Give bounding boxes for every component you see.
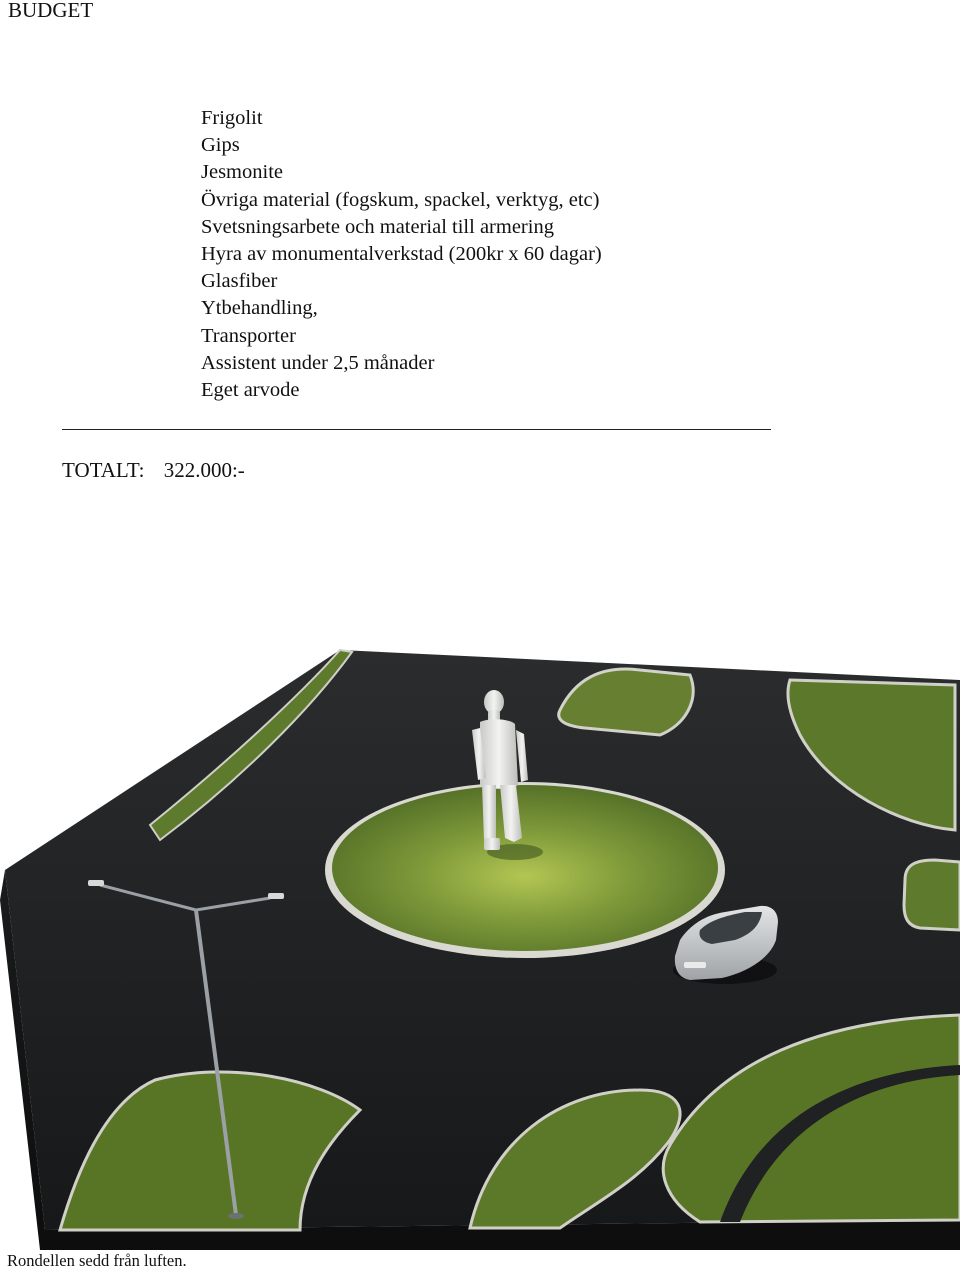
budget-list — [0, 105, 780, 404]
grass-island — [904, 860, 960, 930]
budget-description: Övriga material (fogskum, spackel, verktyg, etc) — [201, 188, 600, 211]
budget-description: Hyra av monumentalverkstad (200kr x 60 dagar) — [201, 242, 602, 265]
photo-caption: Rondellen sedd från luften. — [7, 1251, 187, 1270]
budget-description: Transporter — [201, 324, 296, 347]
budget-row — [0, 132, 780, 159]
budget-description: Jesmonite — [201, 161, 283, 184]
budget-description: Ytbehandling, — [201, 297, 318, 320]
page-title: BUDGET — [8, 0, 94, 22]
budget-row — [0, 268, 780, 295]
budget-description: Svetsningsarbete och material till armering — [201, 215, 554, 238]
budget-row — [0, 159, 780, 186]
budget-row — [0, 295, 780, 322]
total-line — [62, 456, 245, 484]
total-divider — [62, 429, 771, 430]
budget-description: Frigolit — [201, 107, 263, 129]
budget-description: Glasfiber — [201, 270, 278, 293]
budget-row — [0, 187, 780, 214]
budget-description: Assistent under 2,5 månader — [201, 351, 435, 374]
budget-row — [0, 350, 780, 377]
total-value: 322.000:- — [163, 458, 245, 482]
budget-row — [0, 105, 780, 132]
budget-row — [0, 323, 780, 350]
budget-row — [0, 214, 780, 241]
central-island — [332, 785, 718, 951]
budget-description: Eget arvode — [201, 378, 300, 401]
budget-row — [0, 377, 780, 404]
total-label: TOTALT: — [62, 458, 145, 482]
budget-description: Gips — [201, 134, 240, 157]
budget-row — [0, 241, 780, 268]
roundabout-model-photo — [0, 640, 960, 1250]
